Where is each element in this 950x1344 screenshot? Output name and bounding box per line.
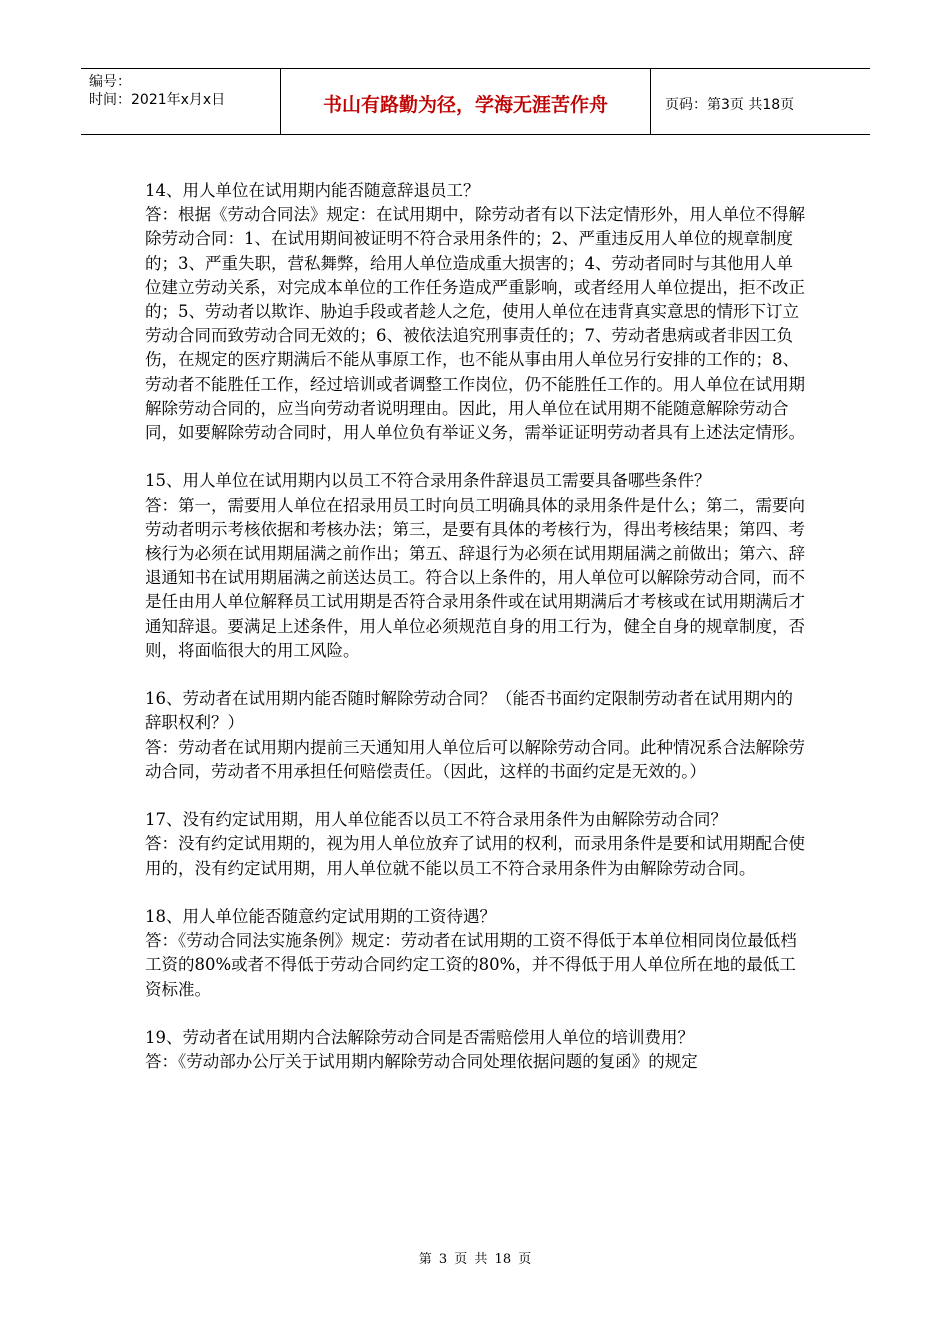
- question: 16、劳动者在试用期内能否随时解除劳动合同？（能否书面约定限制劳动者在试用期内的辞职权利？）: [145, 689, 793, 733]
- qa-item-17: [145, 808, 809, 881]
- header-meta: [81, 69, 281, 134]
- answer: 答：根据《劳动合同法》规定：在试用期中，除劳动者有以下法定情形外，用人单位不得解除劳动合同：1、在试用期间被证明不符合录用条件的；2、严重违反用人单位的规章制度的；3、严重失职，营私舞弊，给用人单位造成重大损害的；4、劳动者同时与其他用人单位建立劳动关系，对完成本单位的工作任务造成严重影响，或者经用人单位提出，拒不改正的；5、劳动者以欺诈、胁迫手段或者趁人之危，使用人单位在违背真实意思的情形下订立劳动合同而致劳动合同无效的；6、被依法追究刑事责任的；7、劳动者患病或者非因工负伤，在规定的医疗期满后不能从事原工作，也不能从事由用人单位另行安排的工作的；8、劳动者不能胜任工作，经过培训或者调整工作岗位，仍不能胜任工作的。用人单位在试用期解除劳动合同的，应当向劳动者说明理由。因此，用人单位在试用期不能随意解除劳动合同，如要解除劳动合同时，用人单位负有举证义务，需举证证明劳动者具有上述法定情形。: [145, 205, 805, 443]
- header-page-info: 页码：第3页 共18页: [665, 96, 795, 113]
- qa-item-15: [145, 469, 809, 663]
- document-code-label: 编号：: [89, 74, 131, 90]
- question: 17、没有约定试用期，用人单位能否以员工不符合录用条件为由解除劳动合同？: [145, 810, 727, 830]
- qa-item-14: [145, 179, 809, 445]
- question: 18、用人单位能否随意约定试用期的工资待遇？: [145, 907, 496, 927]
- page-header: [81, 68, 870, 135]
- qa-item-19: [145, 1026, 809, 1074]
- page-footer: 第 3 页 共 18 页: [418, 1252, 532, 1267]
- question: 14、用人单位在试用期内能否随意辞退员工？: [145, 181, 480, 200]
- answer: 答：第一，需要用人单位在招录用员工时向员工明确具体的录用条件是什么；第二，需要向劳动者明示考核依据和考核办法；第三，是要有具体的考核行为，得出考核结果；第四、考核行为必须在试用期届满之前作出；第五、辞退行为必须在试用期届满之前做出；第六、辞退通知书在试用期届满之前送达员工。符合以上条件的，用人单位可以解除劳动合同，而不是任由用人单位解释员工试用期是否符合录用条件或在试用期满后才考核或在试用期满后才通知辞退。要满足上述条件，用人单位必须规范自身的用工行为，健全自身的规章制度，否则，将面临很大的用工风险。: [145, 495, 805, 660]
- document-date: 时间：2021年x月x日: [89, 92, 226, 108]
- answer: 答：劳动者在试用期内提前三天通知用人单位后可以解除劳动合同。此种情况系合法解除劳动合同，劳动者不用承担任何赔偿责任。（因此，这样的书面约定是无效的。）: [145, 737, 805, 781]
- answer: 答：没有约定试用期的，视为用人单位放弃了试用的权利，而录用条件是要和试用期配合使用的，没有约定试用期，用人单位就不能以员工不符合录用条件为由解除劳动合同。: [145, 834, 805, 878]
- question: 19、劳动者在试用期内合法解除劳动合同是否需赔偿用人单位的培训费用？: [145, 1028, 694, 1048]
- answer: 答：《劳动合同法实施条例》规定：劳动者在试用期的工资不得低于本单位相同岗位最低档工资的80%或者不得低于劳动合同约定工资的80%，并不得低于用人单位所在地的最低工资标准。: [145, 931, 797, 999]
- answer: 答：《劳动部办公厅关于试用期内解除劳动合同处理依据问题的复函》的规定: [145, 1052, 698, 1072]
- qa-item-18: [145, 905, 809, 1002]
- document-body: [145, 179, 809, 1099]
- qa-item-16: [145, 687, 809, 784]
- header-motto: 书山有路勤为径，学海无涯苦作舟: [281, 69, 651, 134]
- question: 15、用人单位在试用期内以员工不符合录用条件辞退员工需要具备哪些条件？: [145, 471, 711, 491]
